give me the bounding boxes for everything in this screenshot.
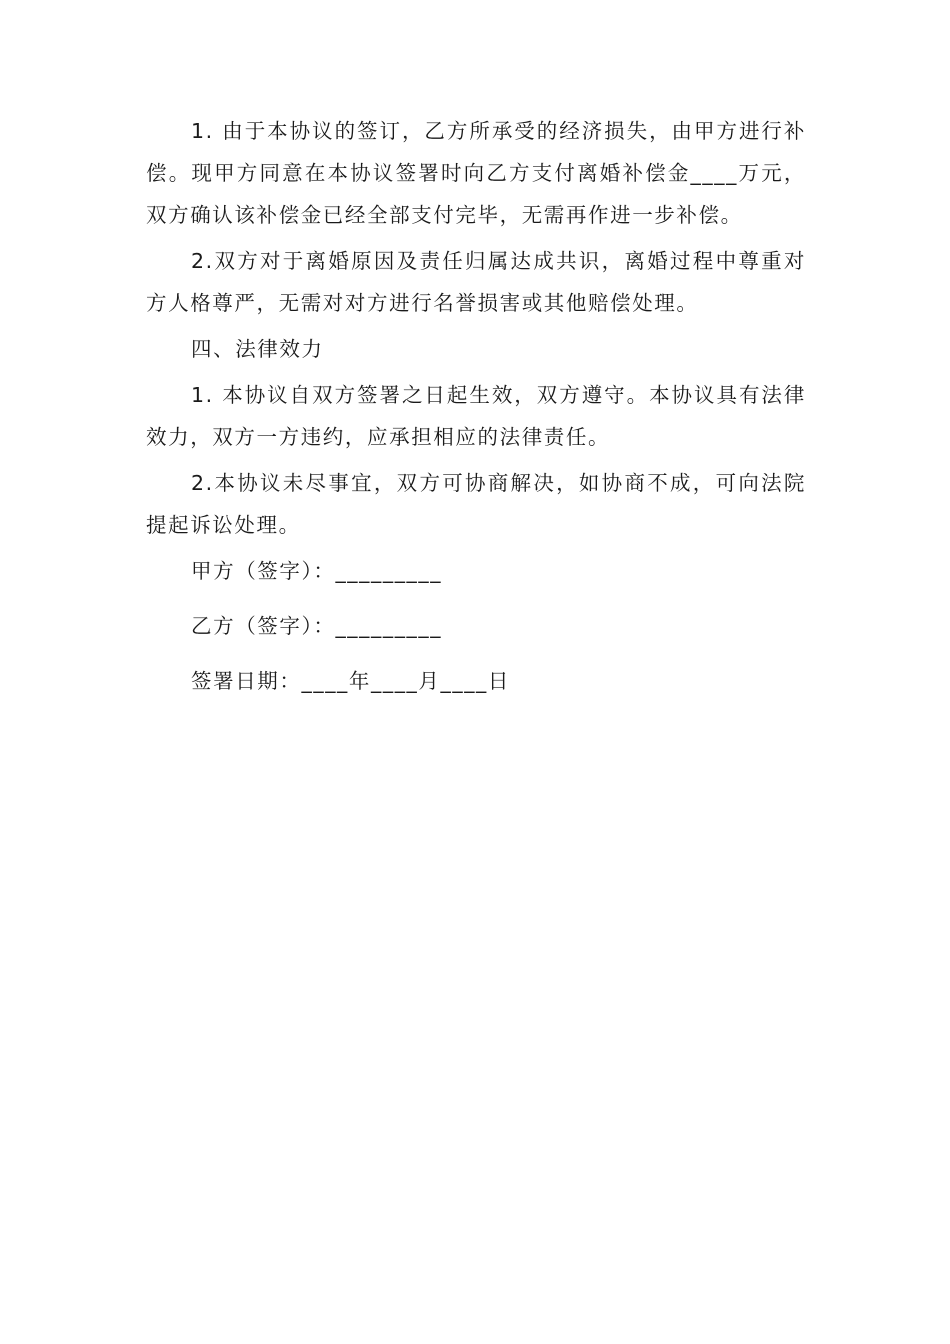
signature-party-a: 甲方（签字）：_________ [191,559,443,583]
signature-party-b: 乙方（签字）：_________ [191,614,443,638]
signature-date: 签署日期：____年____月____日 [191,669,510,693]
document-body [146,110,806,702]
paragraph-responsibility: 2.双方对于离婚原因及责任归属达成共识，离婚过程中尊重对方人格尊严，无需对对方进行名誉损害或其他赔偿处理。 [146,249,806,315]
section-heading-legal-effect: 四、法律效力 [191,337,324,361]
paragraph-effective-date: 1. 本协议自双方签署之日起生效，双方遵守。本协议具有法律效力，双方一方违约，应承担相应的法律责任。 [146,383,806,449]
paragraph-unresolved-matters: 2.本协议未尽事宜，双方可协商解决，如协商不成，可向法院提起诉讼处理。 [146,471,806,537]
paragraph-compensation: 1. 由于本协议的签订，乙方所承受的经济损失，由甲方进行补偿。现甲方同意在本协议签署时向乙方支付离婚补偿金____万元，双方确认该补偿金已经全部支付完毕，无需再作进一步补偿。 [146,119,806,227]
